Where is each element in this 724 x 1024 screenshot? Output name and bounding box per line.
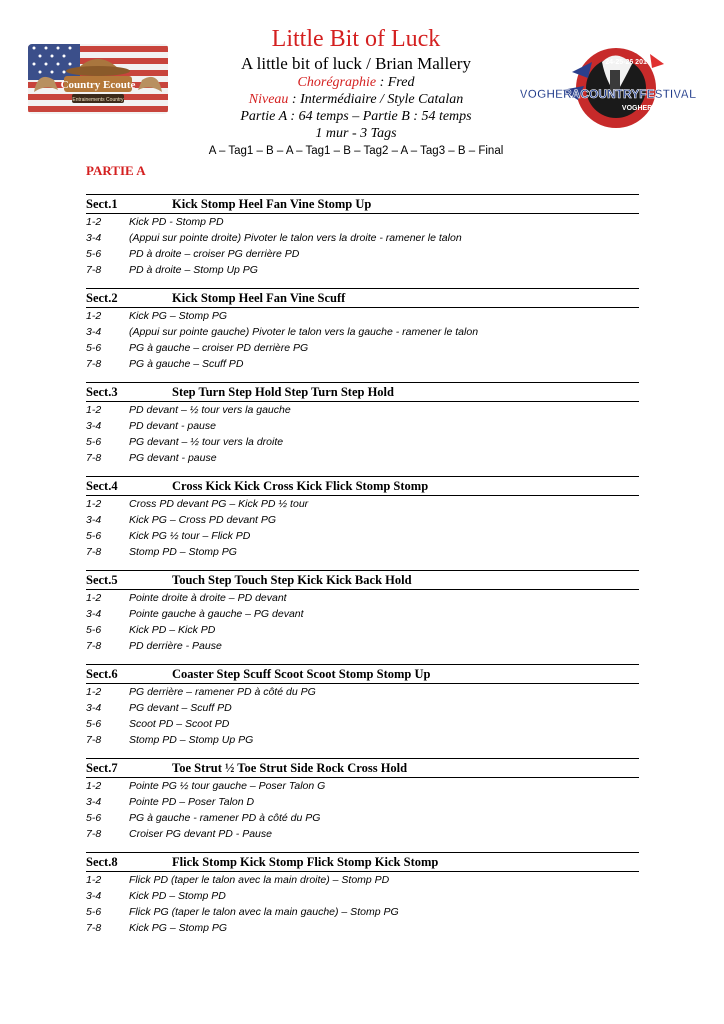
- section-header: [86, 476, 639, 496]
- section-block: [86, 476, 639, 570]
- level-line: [150, 91, 562, 108]
- step-description: Pointe gauche à gauche – PG devant: [129, 608, 304, 620]
- step-count: 1-2: [86, 498, 102, 510]
- step-description: PD à droite – Stomp Up PG: [129, 264, 258, 276]
- step-description: PG à gauche - ramener PD à côté du PG: [129, 812, 321, 824]
- step-description: Scoot PD – Scoot PD: [129, 718, 230, 730]
- step-row: [86, 732, 639, 748]
- step-count: 3-4: [86, 326, 102, 338]
- section-block: [86, 758, 639, 852]
- sections-list: [86, 194, 639, 946]
- section-number: Sect.8: [86, 855, 118, 869]
- step-count: 7-8: [86, 358, 102, 370]
- festival-logo-text: VOGHERACOUNTRYFESTIVAL: [519, 87, 697, 101]
- step-row: [86, 324, 639, 340]
- step-row: [86, 496, 639, 512]
- step-count: 3-4: [86, 608, 102, 620]
- step-description: Stomp PD – Stomp Up PG: [129, 734, 254, 746]
- festival-logo-subtext: VOGHERA ITALY: [621, 105, 679, 112]
- step-count: 5-6: [86, 718, 102, 730]
- step-description: Pointe droite à droite – PD devant: [129, 592, 287, 604]
- step-description: Croiser PG devant PD - Pause: [129, 828, 272, 840]
- section-header: [86, 852, 639, 872]
- step-row: [86, 544, 639, 560]
- step-count: 5-6: [86, 248, 102, 260]
- step-description: PG devant – Scuff PD: [129, 702, 232, 714]
- section-header: [86, 194, 639, 214]
- section-title: Step Turn Step Hold Step Turn Step Hold: [172, 385, 394, 399]
- choreography-label: Chorégraphie: [297, 75, 377, 90]
- step-count: 3-4: [86, 702, 102, 714]
- step-description: Flick PG (taper le talon avec la main gauche) – Stomp PG: [129, 906, 399, 918]
- step-description: Kick PG – Stomp PG: [129, 310, 228, 322]
- step-count: 1-2: [86, 404, 102, 416]
- section-title: Touch Step Touch Step Kick Kick Back Hold: [172, 573, 412, 587]
- step-count: 7-8: [86, 734, 102, 746]
- choreography-value: : Fred: [376, 75, 415, 90]
- parts-line: Partie A : 64 temps – Partie B : 54 temps: [240, 109, 472, 124]
- step-description: (Appui sur pointe droite) Pivoter le talon vers la droite - ramener le talon: [129, 232, 462, 244]
- step-description: Kick PD – Kick PD: [129, 624, 216, 636]
- svg-text:24-25-26 2014: 24-25-26 2014: [605, 59, 651, 66]
- section-title: Cross Kick Kick Cross Kick Flick Stomp Stomp: [172, 479, 429, 493]
- step-row: [86, 606, 639, 622]
- step-count: 7-8: [86, 452, 102, 464]
- section-block: [86, 194, 639, 288]
- section-number: Sect.2: [86, 291, 118, 305]
- step-description: Stomp PD – Stomp PG: [129, 546, 237, 558]
- dance-title: Little Bit of Luck: [271, 26, 441, 52]
- step-row: [86, 622, 639, 638]
- section-number: Sect.6: [86, 667, 118, 681]
- section-title: Flick Stomp Kick Stomp Flick Stomp Kick Stomp: [172, 855, 439, 869]
- section-header: [86, 758, 639, 778]
- level-value: : Intermédiaire / Style Catalan: [288, 92, 464, 107]
- step-count: 3-4: [86, 232, 102, 244]
- section-title: Kick Stomp Heel Fan Vine Scuff: [172, 291, 346, 305]
- step-count: 1-2: [86, 310, 102, 322]
- step-description: PG à gauche – Scuff PD: [129, 358, 244, 370]
- step-description: Pointe PG ½ tour gauche – Poser Talon G: [129, 780, 326, 792]
- step-count: 3-4: [86, 796, 102, 808]
- sequence-line: A – Tag1 – B – A – Tag1 – B – Tag2 – A – Tag3 – B – Final: [208, 145, 504, 157]
- step-description: PD devant – ½ tour vers la gauche: [129, 404, 291, 416]
- step-row: [86, 716, 639, 732]
- section-number: Sect.5: [86, 573, 118, 587]
- step-count: 1-2: [86, 216, 102, 228]
- step-description: PD devant - pause: [129, 420, 216, 432]
- section-header: [86, 288, 639, 308]
- step-count: 1-2: [86, 874, 102, 886]
- step-description: PG devant - pause: [129, 452, 217, 464]
- step-description: (Appui sur pointe gauche) Pivoter le talon vers la gauche - ramener le talon: [129, 326, 479, 338]
- step-description: Kick PG ½ tour – Flick PD: [129, 530, 251, 542]
- step-row: [86, 214, 639, 230]
- step-row: [86, 246, 639, 262]
- step-row: [86, 700, 639, 716]
- step-row: [86, 512, 639, 528]
- step-row: [86, 638, 639, 654]
- step-count: 7-8: [86, 922, 102, 934]
- club-logo-subtext: Entrainements Country: [72, 97, 124, 103]
- step-row: [86, 402, 639, 418]
- step-row: [86, 778, 639, 794]
- section-title: Coaster Step Scuff Scoot Scoot Stomp Stomp Up: [172, 667, 431, 681]
- step-row: [86, 434, 639, 450]
- step-count: 5-6: [86, 342, 102, 354]
- step-count: 1-2: [86, 592, 102, 604]
- step-row: [86, 418, 639, 434]
- step-description: PG derrière – ramener PD à côté du PG: [129, 686, 316, 698]
- section-header: [86, 570, 639, 590]
- choreography-line: [150, 74, 562, 91]
- step-description: Pointe PD – Poser Talon D: [129, 796, 255, 808]
- step-count: 1-2: [86, 780, 102, 792]
- step-count: 5-6: [86, 530, 102, 542]
- step-count: 5-6: [86, 624, 102, 636]
- step-row: [86, 450, 639, 466]
- step-count: 7-8: [86, 264, 102, 276]
- step-row: [86, 888, 639, 904]
- section-title: Kick Stomp Heel Fan Vine Stomp Up: [172, 197, 372, 211]
- section-number: Sect.3: [86, 385, 118, 399]
- step-count: 5-6: [86, 812, 102, 824]
- step-count: 3-4: [86, 890, 102, 902]
- section-number: Sect.1: [86, 197, 118, 211]
- part-heading: PARTIE A: [86, 163, 146, 178]
- section-header: [86, 664, 639, 684]
- step-row: [86, 340, 639, 356]
- step-description: PG à gauche – croiser PD derrière PG: [129, 342, 309, 354]
- step-count: 3-4: [86, 420, 102, 432]
- step-row: [86, 684, 639, 700]
- step-description: PG devant – ½ tour vers la droite: [129, 436, 284, 448]
- section-block: [86, 288, 639, 382]
- step-count: 5-6: [86, 906, 102, 918]
- section-title: Toe Strut ½ Toe Strut Side Rock Cross Hold: [172, 761, 408, 775]
- section-number: Sect.4: [86, 479, 118, 493]
- step-row: [86, 356, 639, 372]
- section-block: [86, 664, 639, 758]
- step-count: 5-6: [86, 436, 102, 448]
- step-description: PD à droite – croiser PG derrière PD: [129, 248, 300, 260]
- document-header: [150, 26, 562, 159]
- section-block: [86, 570, 639, 664]
- step-description: Kick PD – Stomp PD: [129, 890, 226, 902]
- step-row: [86, 920, 639, 936]
- step-row: [86, 810, 639, 826]
- section-block: [86, 382, 639, 476]
- step-description: Kick PG – Stomp PG: [129, 922, 228, 934]
- step-row: [86, 230, 639, 246]
- step-row: [86, 590, 639, 606]
- step-row: [86, 826, 639, 842]
- step-count: 3-4: [86, 514, 102, 526]
- step-description: PD derrière - Pause: [129, 640, 222, 652]
- walls-line: 1 mur - 3 Tags: [315, 126, 397, 141]
- step-row: [86, 528, 639, 544]
- music-credit: A little bit of luck / Brian Mallery: [241, 54, 471, 73]
- section-number: Sect.7: [86, 761, 118, 775]
- section-header: [86, 382, 639, 402]
- step-description: Kick PD - Stomp PD: [129, 216, 224, 228]
- step-row: [86, 262, 639, 278]
- level-label: Niveau: [248, 92, 289, 107]
- step-description: Kick PG – Cross PD devant PG: [129, 514, 277, 526]
- step-count: 7-8: [86, 828, 102, 840]
- step-row: [86, 904, 639, 920]
- step-row: [86, 794, 639, 810]
- step-count: 7-8: [86, 640, 102, 652]
- section-block: [86, 852, 639, 946]
- step-row: [86, 308, 639, 324]
- step-count: 7-8: [86, 546, 102, 558]
- club-logo-text: Country Ecoute: [60, 79, 136, 91]
- step-description: Cross PD devant PG – Kick PD ½ tour: [129, 498, 309, 510]
- step-count: 1-2: [86, 686, 102, 698]
- step-row: [86, 872, 639, 888]
- step-description: Flick PD (taper le talon avec la main droite) – Stomp PD: [129, 874, 390, 886]
